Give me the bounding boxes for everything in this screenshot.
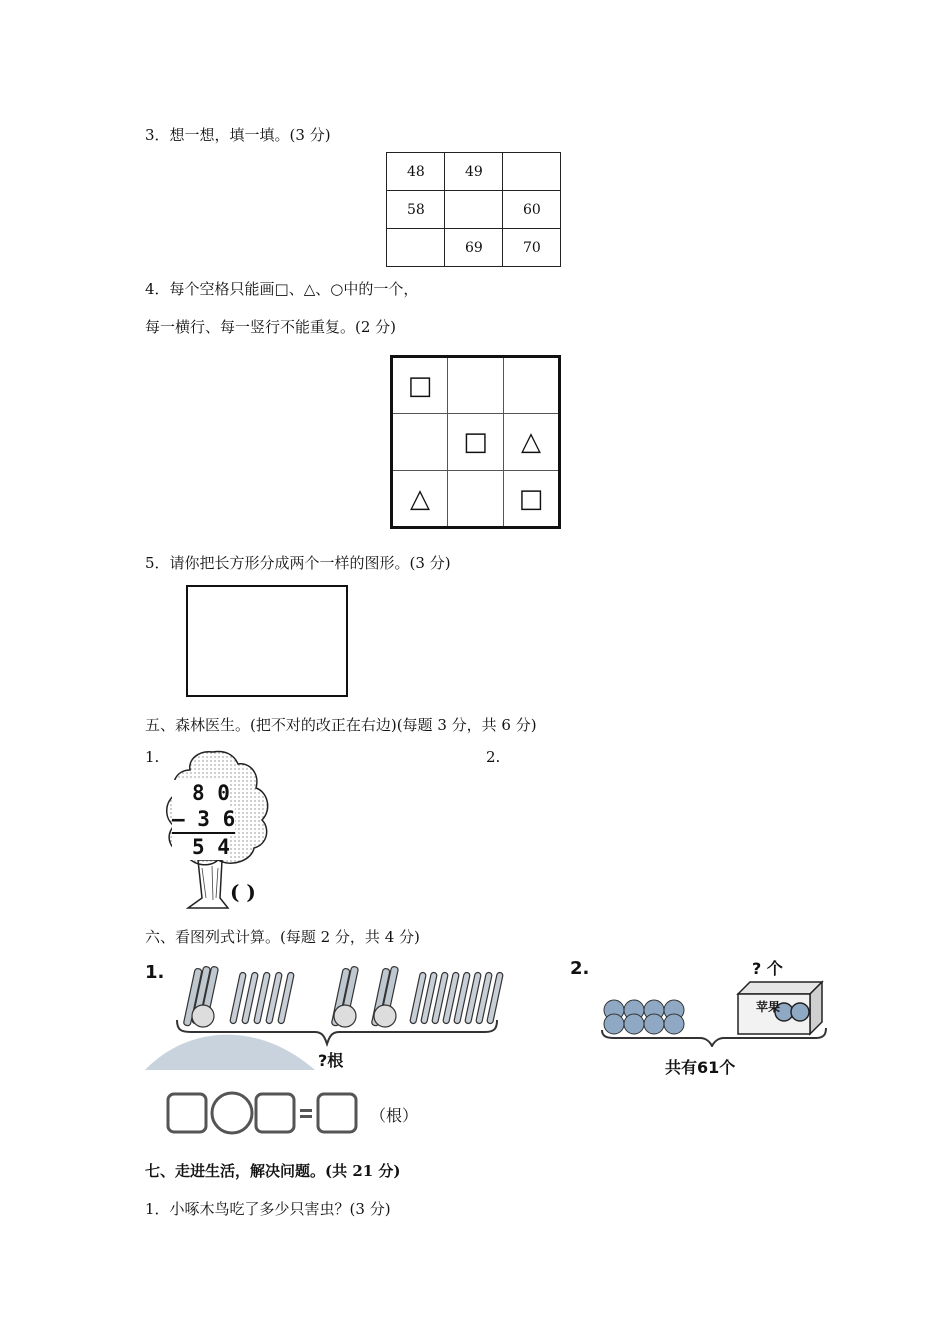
section7-q1: 1．小啄木鸟吃了多少只害虫？(3 分) bbox=[145, 1200, 391, 1218]
q3-cell[interactable] bbox=[503, 153, 561, 191]
q4-cell[interactable] bbox=[504, 357, 560, 414]
q4-shape-grid bbox=[390, 355, 561, 529]
q4-cell[interactable]: □ bbox=[392, 357, 448, 414]
section5-item2-label: 2. bbox=[486, 748, 501, 766]
section5-title: 五、森林医生。(把不对的改正在右边)(每题 3 分，共 6 分) bbox=[145, 716, 537, 734]
equals-sign-icon bbox=[300, 1109, 312, 1112]
equation-box-3[interactable] bbox=[318, 1094, 356, 1132]
section5-item1-label: 1. bbox=[145, 748, 160, 766]
q4-cell[interactable]: △ bbox=[392, 471, 448, 528]
equation-template bbox=[166, 1090, 366, 1136]
q4-cell[interactable]: □ bbox=[448, 414, 504, 471]
q5-rectangle[interactable] bbox=[186, 585, 348, 697]
equation-box-1[interactable] bbox=[168, 1094, 206, 1132]
q3-number-grid bbox=[386, 152, 561, 267]
q3-cell[interactable]: 49 bbox=[445, 153, 503, 191]
equation-box-2[interactable] bbox=[256, 1094, 294, 1132]
q3-cell[interactable]: 69 bbox=[445, 229, 503, 267]
q4-cell[interactable]: □ bbox=[504, 471, 560, 528]
q4-title-line2: 每一横行、每一竖行不能重复。(2 分) bbox=[145, 318, 397, 336]
operator-circle[interactable] bbox=[212, 1093, 252, 1133]
q4-cell[interactable] bbox=[448, 471, 504, 528]
q4-cell[interactable] bbox=[392, 414, 448, 471]
q4-cell[interactable] bbox=[448, 357, 504, 414]
q5-title: 5．请你把长方形分成两个一样的图形。(3 分) bbox=[145, 554, 451, 572]
q3-title: 3．想一想，填一填。(3 分) bbox=[145, 126, 331, 144]
q3-cell[interactable]: 60 bbox=[503, 191, 561, 229]
tree-answer-blank[interactable]: ( ) bbox=[230, 880, 256, 904]
q3-cell[interactable]: 48 bbox=[387, 153, 445, 191]
section6-p1-label: 1. bbox=[145, 962, 165, 983]
calc-row-3: 5 4 bbox=[172, 834, 230, 860]
p2-question: ? 个 bbox=[752, 959, 783, 978]
q3-cell[interactable]: 58 bbox=[387, 191, 445, 229]
q3-cell[interactable] bbox=[387, 229, 445, 267]
section7-title: 七、走进生活，解决问题。(共 21 分) bbox=[145, 1162, 401, 1180]
q3-cell[interactable]: 70 bbox=[503, 229, 561, 267]
q4-cell[interactable]: △ bbox=[504, 414, 560, 471]
q4-title-line1: 4．每个空格只能画□、△、○中的一个， bbox=[145, 280, 419, 298]
p1-unit: （根） bbox=[370, 1106, 419, 1125]
section6-title: 六、看图列式计算。(每题 2 分，共 4 分) bbox=[145, 928, 420, 946]
calc-row-2: – 3 6 bbox=[172, 806, 235, 834]
p2-box-label: 苹果 bbox=[756, 1000, 781, 1014]
section6-p2-label: 2. bbox=[570, 958, 590, 979]
q3-cell[interactable] bbox=[445, 191, 503, 229]
p1-question: ?根 bbox=[318, 1051, 344, 1070]
apples-illustration bbox=[600, 972, 832, 1047]
tree-calculation bbox=[172, 780, 252, 860]
p2-total: 共有61个 bbox=[665, 1058, 736, 1077]
calc-row-1: 8 0 bbox=[172, 780, 230, 806]
